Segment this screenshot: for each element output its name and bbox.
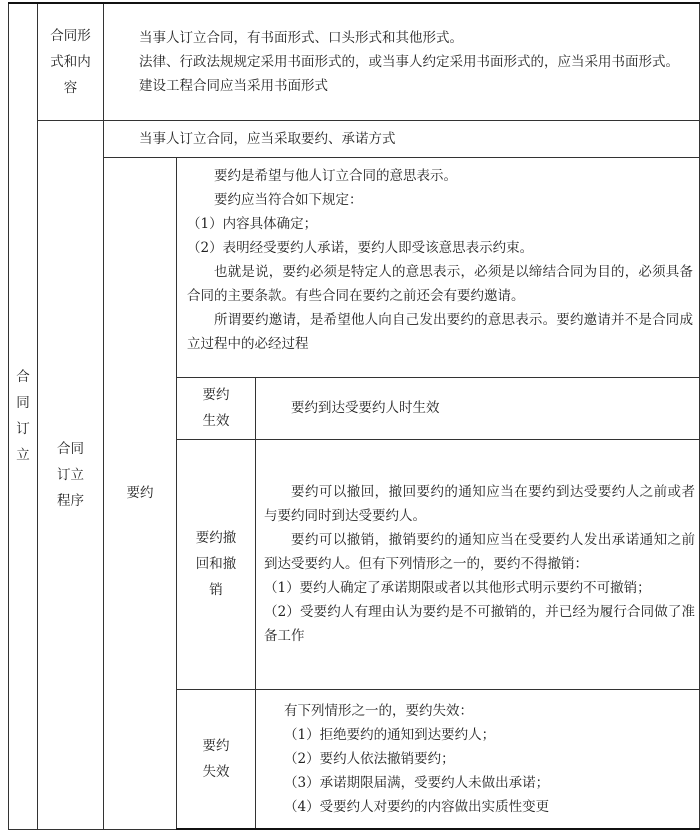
offer-withdraw-line: 要约可以撤回，撤回要约的通知应当在要约到达受要约人之前或者与要约同时到达受要约人。 bbox=[264, 484, 695, 524]
form-line: 当事人订立合同，有书面形式、口头形式和其他形式。 bbox=[139, 29, 463, 46]
offer-invalid-cell bbox=[256, 689, 700, 829]
offer-withdraw-label-cell bbox=[177, 439, 256, 689]
form-line: 建设工程合同应当采用书面形式 bbox=[139, 77, 328, 94]
offer-definition-line: （2）表明经受要约人承诺，要约人即受该意思表示约束。 bbox=[187, 239, 534, 256]
procedure-intro-cell bbox=[104, 120, 700, 157]
offer-withdraw-label: 要约撤回和撤销 bbox=[195, 530, 237, 598]
form-label-cell bbox=[38, 3, 104, 120]
offer-invalid-line: （4）受要约人对要约的内容做出实质性变更 bbox=[284, 798, 550, 815]
offer-invalid-line: （2）要约人依法撤销要约； bbox=[284, 750, 455, 767]
offer-definition-line: 要约应当符合如下规定： bbox=[214, 191, 363, 208]
procedure-label: 合同订立程序 bbox=[57, 440, 84, 509]
procedure-label-cell bbox=[38, 120, 104, 829]
form-content-cell bbox=[104, 3, 700, 120]
offer-definition-line: 也就是说，要约必须是特定人的意思表示，必须是以缔结合同为目的，必须具备合同的主要条款。有些合同在要约之前还会有要约邀请。 bbox=[187, 263, 693, 304]
form-line: 法律、行政法规规定采用书面形式的，或当事人约定采用书面形式的，应当采用书面形式。 bbox=[139, 53, 679, 70]
offer-definition-cell bbox=[177, 157, 700, 377]
offer-label-cell bbox=[104, 157, 177, 829]
offer-label: 要约 bbox=[126, 485, 154, 501]
offer-withdraw-cell bbox=[256, 439, 700, 689]
form-label: 合同形式和内容 bbox=[50, 27, 91, 96]
offer-effective-label: 要约生效 bbox=[202, 387, 230, 429]
offer-invalid-line: 有下列情形之一的，要约失效： bbox=[284, 702, 473, 719]
offer-definition-line: 所谓要约邀请，是希望他人向自己发出要约的意思表示。要约邀请并不是合同成立过程中的必经过程 bbox=[187, 311, 693, 352]
offer-definition-line: （1）内容具体确定； bbox=[187, 215, 318, 232]
offer-definition-line: 要约是希望与他人订立合同的意思表示。 bbox=[214, 167, 457, 184]
contract-formation-table bbox=[8, 2, 700, 830]
offer-withdraw-line: 要约可以撤销，撤销要约的通知应当在受要约人发出承诺通知之前到达受要约人。但有下列情形之一的，要约不得撤销： bbox=[264, 532, 695, 572]
offer-invalid-line: （3）承诺期限届满，受要约人未做出承诺； bbox=[284, 774, 550, 791]
offer-effective-label-cell bbox=[177, 377, 256, 439]
main-category-cell bbox=[9, 3, 38, 829]
offer-withdraw-line: （2）受要约人有理由认为要约是不可撤销的，并已经为履行合同做了准备工作 bbox=[264, 604, 695, 644]
offer-invalid-label-cell bbox=[177, 689, 256, 829]
procedure-intro: 当事人订立合同，应当采取要约、承诺方式 bbox=[139, 130, 396, 147]
offer-withdraw-line: （1）要约人确定了承诺期限或者以其他形式明示要约不可撤销； bbox=[264, 580, 651, 596]
offer-effective-cell bbox=[256, 377, 700, 439]
main-category-label: 合同订立 bbox=[16, 369, 30, 464]
offer-effective-text: 要约到达受要约人时生效 bbox=[291, 400, 440, 416]
offer-invalid-label: 要约失效 bbox=[202, 737, 230, 780]
offer-invalid-line: （1）拒绝要约的通知到达要约人； bbox=[284, 726, 496, 743]
